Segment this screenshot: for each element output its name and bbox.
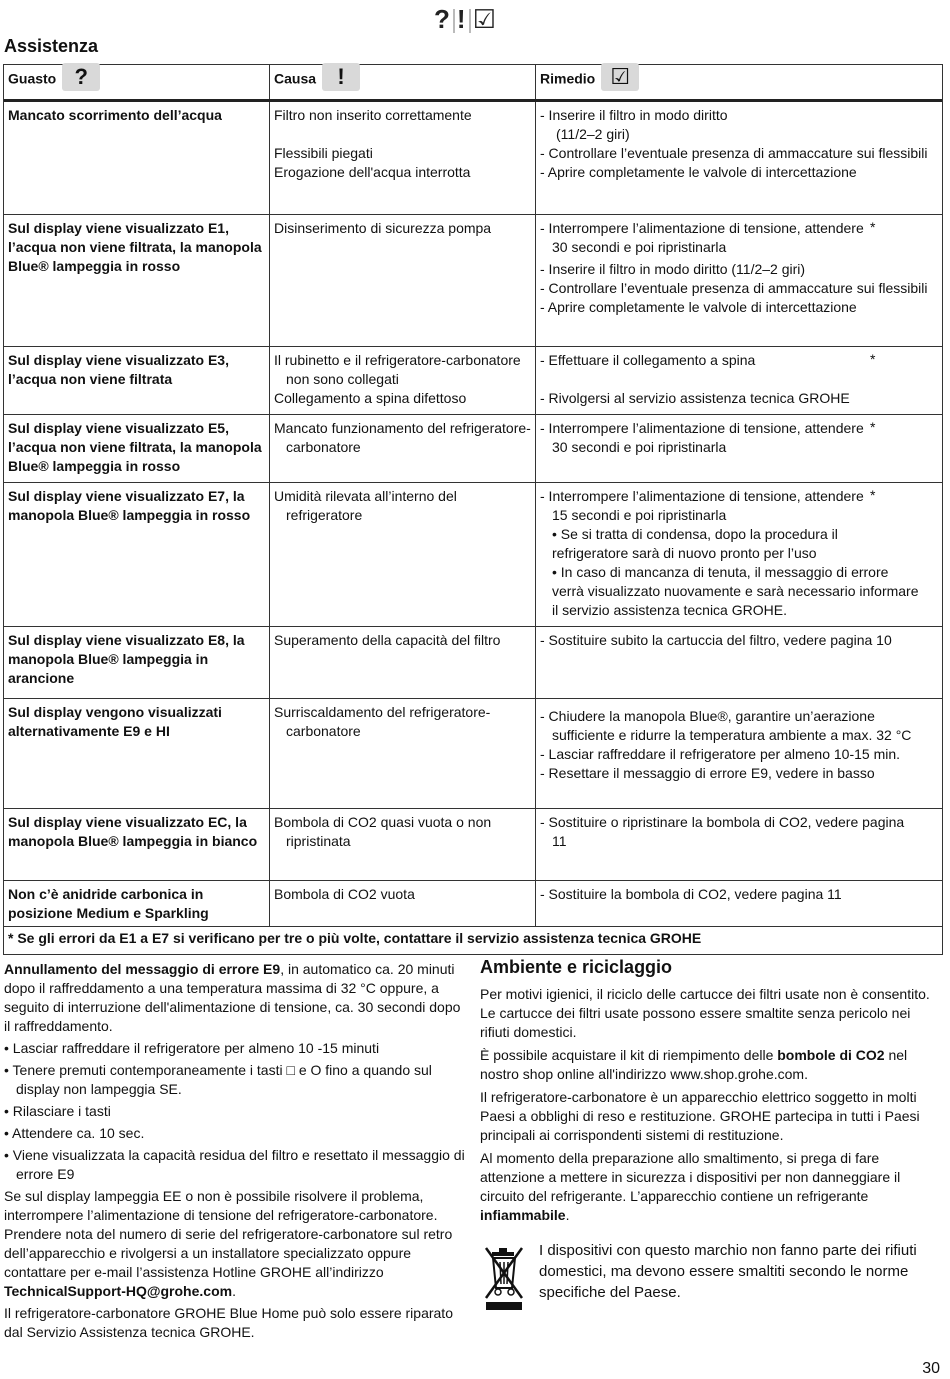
footnote-marker: * xyxy=(870,351,876,367)
cause-item: Filtro non inserito correttamente xyxy=(274,107,472,123)
footnote-marker: * xyxy=(870,487,876,503)
support-email: TechnicalSupport-HQ@grohe.com xyxy=(4,1283,233,1299)
remedy-cell xyxy=(540,106,940,182)
table-row xyxy=(4,627,942,699)
paragraph: Per motivi igienici, il riciclo delle cartucce dei filtri usate non è consentito. Le cartucce dei filtri usate possono essere smaltite senza pericolo nei rifiuti domestici. xyxy=(480,986,930,1040)
environment-section xyxy=(480,958,932,1229)
remedy-cell xyxy=(540,487,940,620)
table-row xyxy=(4,102,942,215)
table-row xyxy=(4,415,942,483)
remedy-item: • In caso di mancanza di tenuta, il messaggio di errore verrà visualizzato nuovamente e sarà necessario informare il servizio assistenza tecnica GROHE. xyxy=(552,564,919,618)
exclamation-icon: ! xyxy=(456,4,467,34)
fault-cell: Sul display viene visualizzato E7, la manopola Blue® lampeggia in rosso xyxy=(8,488,251,523)
reset-intro-text: , in automatico ca. 20 minuti dopo il raffreddamento a una temperatura massima di 32 °C oppure, a seguito di interruzione dell'alimentazione di tensione, ca. 30 secondi dopo il raffreddamento. xyxy=(4,961,461,1034)
weee-notice: I dispositivi con questo marchio non fanno parte dei rifiuti domestici, ma devono essere smaltiti secondo le norme specifiche del Paese. xyxy=(539,1242,917,1301)
cause-cell xyxy=(274,219,534,238)
remedy-cell xyxy=(540,351,940,408)
support-paragraph: Se sul display lampeggia EE o non è possibile risolvere il problema, interrompere l’alimentazione di tensione del refrigeratore-carbonatore. Prendere nota del numero di serie del refrigeratore-carbonatore sul retro dell’apparecchio e rivolgersi a un installatore specializzato oppure contattare per e-mail l’assistenza Hotline GROHE all’indirizzo TechnicalSupport-HQ@grohe.com. xyxy=(4,1188,453,1299)
cause-cell xyxy=(274,631,534,650)
reset-intro xyxy=(4,960,466,1036)
table-row xyxy=(4,699,942,809)
repair-paragraph: Il refrigeratore-carbonatore GROHE Blue Home può solo essere riparato dal Servizio Assistenza tecnica GROHE. xyxy=(4,1305,453,1340)
cause-item: Disinserimento di sicurezza pompa xyxy=(274,220,492,236)
remedy-item: - Sostituire la bombola di CO2, vedere pagina 11 xyxy=(540,886,842,902)
remedy-item: - Lasciar raffreddare il refrigeratore per almeno 10-15 min. xyxy=(540,746,901,762)
fault-cell: Sul display viene visualizzato EC, la manopola Blue® lampeggia in bianco xyxy=(8,814,258,849)
cause-item: Umidità rilevata all’interno del refrigeratore xyxy=(274,488,457,523)
page-title: Assistenza xyxy=(4,36,99,56)
cause-item: Superamento della capacità del filtro xyxy=(274,632,501,648)
remedy-cell xyxy=(540,419,940,457)
remedy-item: - Aprire completamente le valvole di intercettazione xyxy=(540,299,857,315)
table-row xyxy=(4,809,942,881)
header-rimedio: Rimedio ☑ xyxy=(540,69,639,91)
remedy-cell xyxy=(540,219,940,317)
remedy-item: (11/2–2 giri) xyxy=(556,126,630,142)
cause-item: Collegamento a spina difettoso xyxy=(274,390,467,406)
header-causa: Causa ! xyxy=(274,69,360,91)
table-header xyxy=(4,65,942,102)
cause-cell xyxy=(274,487,534,525)
remedy-item: - Inserire il filtro in modo diritto (11/2–2 giri) xyxy=(540,261,806,277)
cause-item: Il rubinetto e il refrigeratore-carbonatore non sono collegati xyxy=(274,352,521,387)
paragraph: È possibile acquistare il kit di riempimento delle bombole di CO2 nel nostro shop online all'indirizzo www.shop.grohe.com. xyxy=(480,1047,908,1082)
exclamation-icon: ! xyxy=(322,63,360,91)
table-row xyxy=(4,347,942,415)
list-item: • Viene visualizzata la capacità residua del filtro e resettato il messaggio di errore E9 xyxy=(4,1147,465,1182)
page-number: 30 xyxy=(922,1360,940,1377)
fault-cell: Sul display viene visualizzato E5, l’acqua non viene filtrata, la manopola Blue® lampeggia in rosso xyxy=(8,420,262,474)
remedy-item: - Interrompere l’alimentazione di tensione, attendere 30 secondi e poi ripristinarla xyxy=(540,220,864,255)
paragraph: Il refrigeratore-carbonatore è un apparecchio elettrico soggetto in molti Paesi a obblighi di reso e restituzione. GROHE partecipa in tutti i Paesi principali ai corrispondenti sistemi di restituzione. xyxy=(480,1089,920,1143)
list-item: • Lasciar raffreddare il refrigeratore per almeno 10 -15 minuti xyxy=(4,1040,380,1056)
fault-cell: Sul display vengono visualizzati alternativamente E9 e HI xyxy=(8,704,222,739)
fault-cell: Mancato scorrimento dell’acqua xyxy=(8,107,222,123)
list-item: • Tenere premuti contemporaneamente i tasti □ e O fino a quando sul display non lampeggia SE. xyxy=(4,1062,432,1097)
fault-cell: Sul display viene visualizzato E3, l’acqua non viene filtrata xyxy=(8,352,229,387)
cause-cell xyxy=(274,703,534,741)
remedy-item: - Resettare il messaggio di errore E9, vedere in basso xyxy=(540,765,875,781)
paragraph: Al momento della preparazione allo smaltimento, si prega di fare attenzione a mettere in sicurezza i dispositivi per non danneggiare il circuito del refrigerante. L’apparecchio contiene un refrigerante infiammabile. xyxy=(480,1150,901,1223)
remedy-cell xyxy=(540,813,940,851)
remedy-item: - Sostituire o ripristinare la bombola di CO2, vedere pagina 11 xyxy=(540,814,905,849)
error-reset-section xyxy=(4,960,466,1345)
troubleshooting-table xyxy=(3,64,943,927)
cause-item: Flessibili piegati xyxy=(274,145,373,161)
remedy-item: - Controllare l’eventuale presenza di ammaccature sui flessibili xyxy=(540,145,928,161)
table-row xyxy=(4,483,942,627)
question-icon: ? xyxy=(434,4,451,34)
cause-item: Bombola di CO2 vuota xyxy=(274,886,415,902)
footnote-marker: * xyxy=(870,219,876,235)
table-row xyxy=(4,881,942,926)
remedy-item: • Se si tratta di condensa, dopo la procedura il refrigeratore sarà di nuovo pronto per l’uso xyxy=(552,526,838,561)
remedy-item: - Sostituire subito la cartuccia del filtro, vedere pagina 10 xyxy=(540,632,892,648)
question-icon: ? xyxy=(62,63,100,91)
section-heading: Ambiente e riciclaggio xyxy=(480,957,673,977)
weee-bin-icon xyxy=(482,1244,526,1312)
cause-cell xyxy=(274,351,534,408)
fault-cell: Sul display viene visualizzato E1, l’acqua non viene filtrata, la manopola Blue® lampeggia in rosso xyxy=(8,220,262,274)
check-icon: ☑ xyxy=(472,4,497,34)
cause-item: Erogazione dell'acqua interrotta xyxy=(274,164,471,180)
remedy-cell xyxy=(540,885,940,904)
list-item: • Rilasciare i tasti xyxy=(4,1103,111,1119)
remedy-item: - Inserire il filtro in modo diritto xyxy=(540,107,728,123)
fault-cell: Sul display viene visualizzato E8, la manopola Blue® lampeggia in arancione xyxy=(8,632,245,686)
remedy-item: - Effettuare il collegamento a spina xyxy=(540,352,756,368)
remedy-cell xyxy=(540,631,940,650)
remedy-item: - Interrompere l’alimentazione di tensione, attendere 30 secondi e poi ripristinarla xyxy=(540,420,864,455)
reset-intro-bold: Annullamento del messaggio di errore E9 xyxy=(4,961,281,977)
remedy-item: - Rivolgersi al servizio assistenza tecnica GROHE xyxy=(540,390,850,406)
remedy-item: - Interrompere l’alimentazione di tensione, attendere 15 secondi e poi ripristinarla xyxy=(540,488,864,523)
remedy-item: - Chiudere la manopola Blue®, garantire un’aerazione sufficiente e ridurre la temperatura ambiente a max. 32 °C xyxy=(540,708,912,743)
cause-item: Bombola di CO2 quasi vuota o non ripristinata xyxy=(274,814,492,849)
cause-cell xyxy=(274,813,534,851)
cause-item: Surriscaldamento del refrigeratore-carbonatore xyxy=(274,704,491,739)
list-item: • Attendere ca. 10 sec. xyxy=(4,1125,145,1141)
cause-cell xyxy=(274,106,534,182)
cause-cell xyxy=(274,419,534,457)
remedy-item: - Aprire completamente le valvole di intercettazione xyxy=(540,164,857,180)
remedy-item: - Controllare l’eventuale presenza di ammaccature sui flessibili xyxy=(540,280,928,296)
header-guasto: Guasto ? xyxy=(8,69,100,91)
cause-item: Mancato funzionamento del refrigeratore-carbonatore xyxy=(274,420,531,455)
remedy-cell xyxy=(540,703,940,783)
fault-cell: Non c’è anidride carbonica in posizione Medium e Sparkling xyxy=(8,886,209,921)
table-footnote: * Se gli errori da E1 a E7 si verificano per tre o più volte, contattare il servizio assistenza tecnica GROHE xyxy=(3,925,943,955)
header-status-icons xyxy=(434,4,497,35)
table-row xyxy=(4,215,942,347)
footnote-marker: * xyxy=(870,419,876,435)
check-icon: ☑ xyxy=(601,63,639,91)
cause-cell xyxy=(274,885,534,904)
